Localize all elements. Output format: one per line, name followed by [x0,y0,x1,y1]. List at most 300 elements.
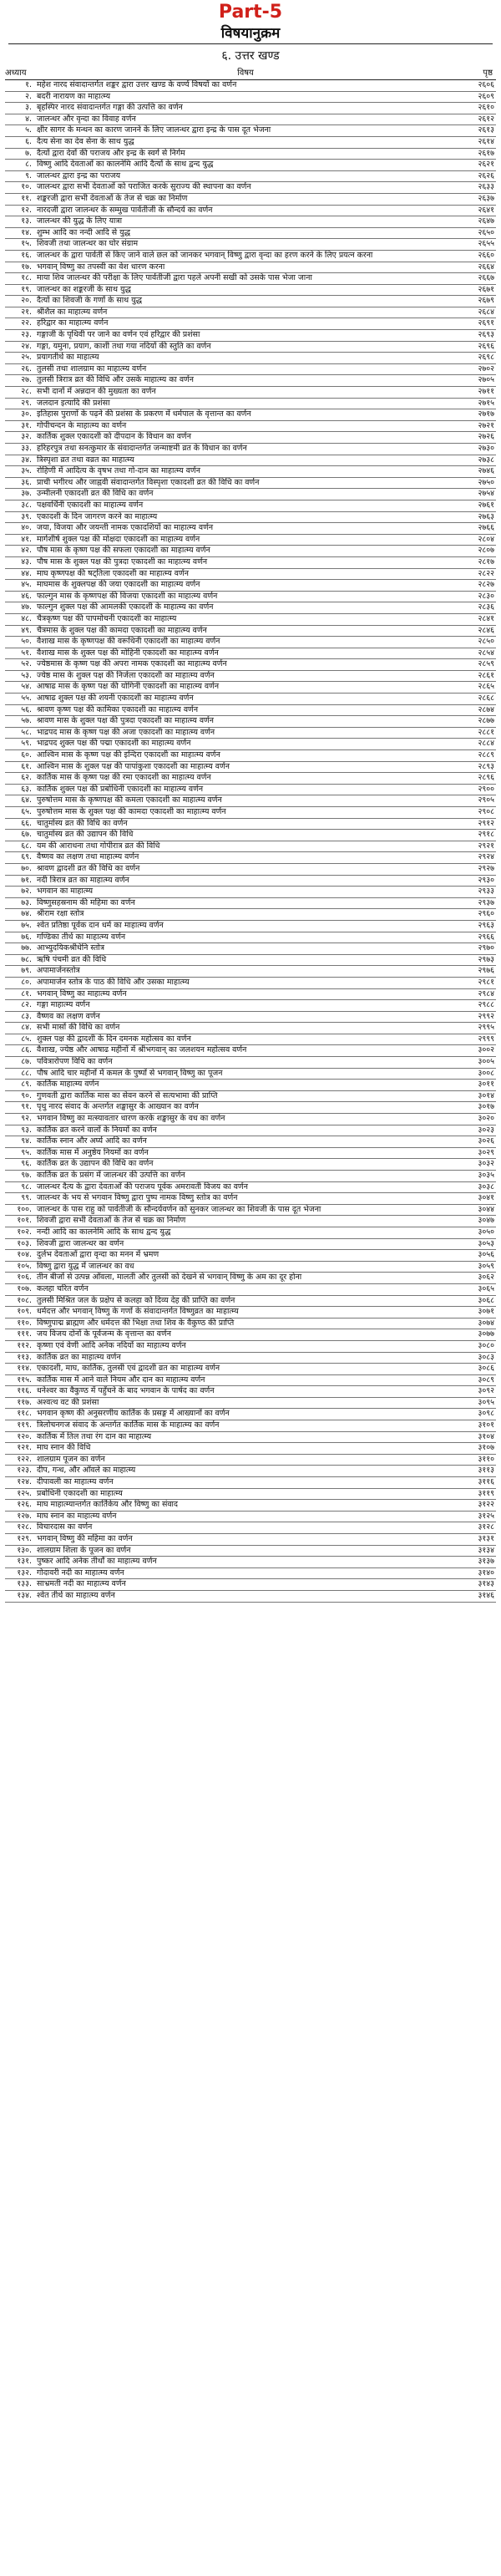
table-row [5,614,496,626]
chapter-number: ११६. [17,1386,32,1396]
table-row [5,1114,496,1125]
page-number: २९२४ [478,852,494,862]
table-row [5,898,496,910]
chapter-title: कार्तिक माहात्म्य वर्णन [37,1080,99,1090]
page-number: २८९६ [478,773,494,783]
page-number: ३०४४ [478,1204,494,1214]
chapter-title: श्वेत प्रतिष्ठा पूर्वक दान धर्म का माहात्म्य वर्णन [37,920,164,930]
chapter-number: ७०. [21,863,32,873]
chapter-title: गङ्गा माहात्म्य वर्णन [37,1000,90,1010]
chapter-number: १०९. [17,1307,32,1317]
page-number: २९३३ [478,887,494,897]
chapter-title: श्रावण द्वादशी व्रत की विधि का वर्णन [37,863,140,873]
chapter-number: ९६. [21,1159,32,1169]
table-row [5,819,496,831]
chapter-number: ३६. [21,477,32,487]
page-number: ३०५० [478,1227,494,1237]
table-row [5,1386,496,1398]
chapter-title: आश्विन मास के शुक्ल पक्ष की पापांकुशा एकादशी का माहात्म्य वर्णन [37,761,230,771]
chapter-title: पुरुषोत्तम मास के कृष्णपक्ष की कमला एकादशी का माहात्म्य वर्णन [37,795,222,805]
chapter-title: तुलसी त्रिरात्र व्रत की विधि और उसके माहात्म्य का वर्णन [37,375,195,385]
chapter-title: बृहस्पिर नारद संवादान्तर्गत गङ्गा की उत्पत्ति का वर्णन [37,103,183,113]
chapter-number: ४८. [21,613,32,623]
chapter-title: शिवजी तथा जालन्धर का घोर संग्राम [37,239,139,249]
page-number: २८८४ [478,739,494,749]
table-row [5,353,496,364]
table-row [5,978,496,989]
chapter-title: दैत्यों का शिवजी के गणों के साथ युद्ध [37,296,143,306]
table-row [5,149,496,160]
chapter-title: धर्मदत्त और भगवान् विष्णु के गणों के संवादान्तर्गत विष्णुव्रत का माहात्म्य [37,1307,239,1317]
chapter-number: ६५. [21,807,32,816]
table-row [5,1023,496,1034]
chapter-title: कार्तिक मास के कृष्ण पक्ष की रमा एकादशी का माहात्म्य वर्णन [37,773,211,783]
chapter-title: जालन्धर के द्वारा पार्वती से किए जाने वाले छल को जानकर भगवान् विष्णु द्वारा वृन्दा का हरण करने के लिए प्रयत्न करना [37,250,373,260]
table-row [5,887,496,898]
chapter-title: विष्णु द्वारा युद्ध में जालन्धर का वध [37,1261,134,1271]
chapter-title: जालन्धर दैत्य के द्वारा देवताओं की पराजय पूर्वक अमरावती विजय का वर्णन [37,1181,248,1191]
table-row [5,1364,496,1375]
section-heading: ६. उत्तर खण्ड [221,49,280,63]
chapter-title: चातुर्मास्य व्रत की उद्यापन की विधि [37,830,134,840]
chapter-number: ६३. [21,784,32,794]
chapter-title: यम की आराधना तथा गोपीरात्र व्रत की विधि [37,841,160,851]
page-number: २६३७ [478,193,494,203]
chapter-title: जय विजय दोनों के पूर्वजन्म के वृत्तान्त का वर्णन [37,1329,171,1339]
chapter-title: विचारदास का वर्णन [37,1522,93,1532]
table-row [5,1568,496,1580]
table-row [5,557,496,569]
chapter-number: ३२. [21,432,32,442]
chapter-title: वैष्णव का लक्षण वर्णन [37,1011,100,1021]
table-row [5,785,496,796]
chapter-number: १२७. [17,1511,32,1521]
chapter-number: ७४. [21,909,32,919]
chapter-number: ४७. [21,602,32,612]
table-row [5,239,496,251]
table-row [5,943,496,955]
table-row [5,114,496,126]
chapter-number: १२९. [17,1534,32,1543]
chapter-title: इतिहास पुराणों के पढ़ने की प्रशंसा के प्रकरण में धर्मपाल के वृत्तान्त का वर्णन [37,409,251,419]
chapter-title: आषाढ मास के कृष्ण पक्ष की योगिनी एकादशी का माहात्म्य वर्णन [37,682,220,692]
table-row [5,103,496,114]
chapter-number: ६४. [21,795,32,805]
page-number: ३०११ [478,1080,494,1090]
chapter-title: जलदान इत्यादि की प्रशंसा [37,398,110,408]
chapter-number: ७६. [21,932,32,942]
table-row [5,421,496,433]
table-row [5,273,496,285]
chapter-number: २०. [21,296,32,306]
chapter-number: १०७. [17,1283,32,1293]
chapter-title: महेश नारद संवादान्तर्गत शङ्कर द्वारा उत्तर खण्ड के वर्ण्य विषयों का वर्णन [37,80,237,89]
chapter-title: साभ्रमती नदी का माहात्म्य वर्णन [37,1579,126,1589]
chapter-number: ४१. [21,534,32,544]
chapter-number: १३३. [17,1579,32,1589]
table-row [5,1159,496,1171]
chapter-number: ११९. [17,1420,32,1430]
table-row [5,364,496,376]
chapter-title: चैत्रमास के शुक्ल पक्ष की कामदा एकादशी का माहात्म्य वर्णन [37,625,207,635]
page-number: २८७४ [478,704,494,714]
chapter-title: हरिहरपुत्र तथा सनत्कुमार के संवादान्तर्गत जन्माष्टमी व्रत के विधान का वर्णन [37,444,247,453]
page-number: ३०२६ [478,1136,494,1146]
chapter-title: तुलसी मिश्रित जल के प्रक्षेप से कलहा को दिव्य देह की प्राप्ति का वर्णन [37,1295,235,1305]
chapter-title: कार्तिक व्रत करने वालों के नियमों का वर्णन [37,1125,157,1135]
chapter-title: माया शिव जालन्धर की परीक्षा के लिए पार्वतीजी द्वारा पहले अपनी सखी को उसके पास भेजा जाना [37,273,312,283]
page-number: २९३० [478,875,494,885]
chapter-title: अपामार्जन स्तोत्र के पाठ की विधि और उसका माहात्म्य [37,977,190,987]
table-row [5,795,496,807]
chapter-number: ८९. [21,1080,32,1090]
chapter-number: ८८. [21,1068,32,1078]
page-number: २९३७ [478,897,494,907]
table-row [5,1102,496,1114]
chapter-number: ४४. [21,568,32,578]
chapter-number: १७. [21,262,32,272]
chapter-number: ५८. [21,727,32,737]
page-number: ३११० [478,1454,494,1464]
page-number: ३०५९ [478,1261,494,1271]
chapter-number: ४. [25,114,32,124]
chapter-number: ६८. [21,841,32,851]
chapter-number: १०८. [17,1295,32,1305]
chapter-title: एकादशी के दिन जागरण करने का माहात्म्य [37,511,158,521]
chapter-title: सभी मासों की विधि का वर्णन [37,1023,120,1033]
chapter-number: ९२. [21,1114,32,1124]
table-row [5,160,496,171]
chapter-number: १४. [21,227,32,237]
page-number: २६७९ [478,296,494,306]
page-number: ३०८० [478,1340,494,1350]
table-row [5,342,496,353]
table-row [5,512,496,524]
table-row [5,659,496,671]
chapter-title: आभ्युदयिकश्रीधेनि स्तोत्र [37,943,104,953]
chapter-title: वैशाख मास के कृष्णपक्ष की वरूथिनी एकादशी का माहात्म्य वर्णन [37,637,220,647]
chapter-title: गोदावरी नदी का माहात्म्य वर्णन [37,1567,124,1578]
table-row [5,1432,496,1444]
page-number: ३००२ [478,1045,494,1055]
table-row [5,546,496,557]
page-number: २६४१ [478,205,494,215]
table-row [5,580,496,592]
chapter-number: १३१. [17,1557,32,1567]
table-row [5,399,496,410]
chapter-number: ७२. [21,887,32,897]
chapter-title: वैशाख मास के शुक्ल पक्ष की मोहिनी एकादशी का माहात्म्य वर्णन [37,648,219,658]
page-number: २७०५ [478,375,494,385]
table-row [5,1489,496,1501]
page-number: २९०८ [478,807,494,816]
table-row [5,637,496,648]
chapter-number: ३५. [21,466,32,476]
page-number: २७६३ [478,511,494,521]
chapter-number: ९. [25,170,32,180]
page-number: ३१०७ [478,1443,494,1453]
page-number: २८५४ [478,648,494,658]
chapter-number: ६. [25,136,32,146]
chapter-number: ९८. [21,1181,32,1191]
page-number: २६७१ [478,284,494,294]
chapter-number: १०१. [17,1216,32,1226]
page-number: ३१३७ [478,1557,494,1567]
chapter-title: जया, विजया और जयन्ती नामक एकादशियों का माहात्म्य वर्णन [37,523,214,533]
chapter-number: २२. [21,318,32,328]
table-row [5,1182,496,1194]
page-number: २६६० [478,250,494,260]
page-number: २६८४ [478,307,494,317]
chapter-title: शिवजी द्वारा जालन्धर का वर्णन [37,1238,124,1248]
page-number: २६१४ [478,136,494,146]
chapter-title: कार्तिक मास में अनुष्ठेय नियमों का वर्णन [37,1147,149,1157]
page-number: ३११३ [478,1466,494,1476]
chapter-title: उन्मीलनी एकादशी व्रत की विधि का वर्णन [37,489,154,499]
chapter-title: गङ्गा, यमुना, प्रयाग, काशी तथा गया नदियों की स्तुति का वर्णन [37,341,211,351]
chapter-number: १९. [21,284,32,294]
table-row [5,864,496,876]
chapter-title: भगवान का माहात्म्य [37,887,94,897]
table-row [5,671,496,683]
chapter-number: १८. [21,273,32,283]
table-row [5,1069,496,1080]
table-row [5,1057,496,1069]
chapter-title: अश्वत्थ वट की प्रशंसा [37,1397,99,1407]
chapter-title: शुक्ल पक्ष की द्वादशी के दिन दमनक महोत्सव का वर्णन [37,1034,191,1044]
chapter-title: पुष्कर आदि अनेक तीर्थों का माहात्म्य वर्णन [37,1557,157,1567]
chapter-title: भाद्रपद शुक्ल पक्ष की पद्मा एकादशी का माहात्म्य वर्णन [37,739,191,749]
page-number: २९९५ [478,1023,494,1033]
chapter-number: ११५. [17,1374,32,1385]
chapter-title: सभी दानों में अन्नदान की मुख्यता का वर्णन [37,387,156,397]
page-number: २६५५ [478,239,494,249]
table-row [5,1557,496,1568]
table-row [5,750,496,762]
table-row [5,1353,496,1364]
page-number: २८८९ [478,750,494,760]
page-number: ३०६५ [478,1283,494,1293]
chapter-number: ५५. [21,694,32,704]
chapter-number: १६. [21,250,32,260]
chapter-number: ९७. [21,1171,32,1180]
chapter-number: ४२. [21,546,32,556]
table-row [5,125,496,137]
page-number: २८९३ [478,761,494,771]
chapter-number: १२४. [17,1477,32,1487]
chapter-number: १२३. [17,1466,32,1476]
page-number: ३०१७ [478,1102,494,1112]
table-row [5,1262,496,1273]
chapter-number: २३. [21,330,32,340]
page-number: ३०४१ [478,1193,494,1203]
table-row [5,739,496,750]
part-label: Part-5 [218,2,283,23]
chapter-title: पुरुषोत्तम मास के शुक्ल पक्ष की कामदा एकादशी का माहात्म्य वर्णन [37,807,226,816]
table-row [5,444,496,455]
page-number: २९८४ [478,988,494,998]
chapter-number: १२०. [17,1431,32,1441]
page-number: २६१० [478,103,494,113]
chapter-title: जालन्धर के पास राहु को पार्वतीजी के सौन्दर्यवर्णन को सुनकर जालन्धर का शिवजी के पास दूत भेजना [37,1204,321,1214]
table-row [5,182,496,194]
page-number: ३००५ [478,1057,494,1067]
table-row [5,909,496,921]
table-row [5,705,496,717]
table-row [5,592,496,603]
page-number: २८३६ [478,602,494,612]
table-row [5,1512,496,1523]
page-number: २७०२ [478,363,494,373]
table-row [5,1466,496,1477]
chapter-number: ७१. [21,875,32,885]
table-row [5,648,496,660]
table-row [5,966,496,978]
page-number: २७११ [478,387,494,397]
chapter-title: कार्तिक स्नान और अर्घ्य आदि का वर्णन [37,1136,147,1146]
page-number: ३०८९ [478,1374,494,1385]
page-number: २९९९ [478,1034,494,1044]
chapter-title: जालन्धर के भय से भगवान विष्णु द्वारा पुष्प नामक विष्णु स्तोत्र का वर्णन [37,1193,238,1203]
table-row [5,1080,496,1091]
chapter-number: १३४. [17,1590,32,1600]
table-row [5,92,496,104]
table-row [5,318,496,330]
chapter-number: ९९. [21,1193,32,1203]
chapter-title: पौष मास के कृष्ण पक्ष की सफला एकादशी का माहात्म्य वर्णन [37,546,210,556]
chapter-number: ६०. [21,750,32,760]
chapter-title: एकादशी, माघ, कार्तिक, तुलसी एवं द्वादशी व्रत का माहात्म्य वर्णन [37,1364,220,1374]
chapter-title: गण्डिका तीर्थ का माहात्म्य वर्णन [37,932,126,942]
chapter-title: विष्णुपाद्म ब्राह्मण और धर्मदत्त की भिक्षा तथा शिव के वैकुण्ठ की प्राप्ति [37,1318,235,1328]
page-number: २९६६ [478,932,494,942]
chapter-number: १०५. [17,1261,32,1271]
page-number: २७४६ [478,466,494,476]
chapter-title: माघ माहात्म्यान्तर्गत कार्तिकेय और विष्णु का संवाद [37,1500,178,1510]
chapter-title: प्रयागतीर्थ का माहात्म्य [37,353,99,363]
chapter-number: २६. [21,363,32,373]
table-row [5,137,496,149]
chapter-title: शङ्करजी द्वारा सभी देवताओं के तेज से चक्र का निर्माण [37,193,188,203]
table-row [5,762,496,774]
table-row [5,251,496,262]
table-row [5,682,496,694]
chapter-number: १२२. [17,1454,32,1464]
page-number: ३०१४ [478,1090,494,1100]
table-row [5,535,496,546]
page-number: २७५४ [478,489,494,499]
chapter-number: १११. [17,1329,32,1339]
chapter-title: नारदजी द्वारा जालन्धर के सम्मुख पार्वतीजी के सौन्दर्य का वर्णन [37,205,213,215]
chapter-title: ऋषि पंचमी व्रत की विधि [37,954,107,964]
table-row [5,1477,496,1489]
chapter-title: त्रिलोचनगज संवाद के अन्तर्गत कार्तिक मास के माहात्म्य का वर्णन [37,1420,220,1430]
chapter-title: कलहा चरित वर्णन [37,1283,89,1293]
chapter-number: ६७. [21,830,32,840]
chapter-title: श्रीराम रक्षा स्तोत्र [37,909,84,919]
table-row [5,1329,496,1341]
chapter-number: २४. [21,341,32,351]
chapter-number: ८. [25,160,32,170]
chapter-number: १२५. [17,1488,32,1498]
chapter-number: ११२. [17,1340,32,1350]
chapter-title: शालग्राम पूजन का वर्णन [37,1454,105,1464]
page-number: २८५९ [478,659,494,669]
chapter-number: १२१. [17,1443,32,1453]
page-number: २६९८ [478,353,494,363]
chapter-number: २. [25,91,32,101]
chapter-number: १२. [21,205,32,215]
chapter-title: तुलसी तथा शालग्राम का माहात्म्य वर्णन [37,363,147,373]
page-number: २७६१ [478,500,494,510]
chapter-title: वैशाख, ज्येष्ठ और आषाढ महीनों में श्रीभगवान् का जलशयन महोत्सव वर्णन [37,1045,247,1055]
page-number: २७१५ [478,398,494,408]
page-number: २६१७ [478,148,494,158]
page-number: ३०३५ [478,1171,494,1180]
page-number: २७२१ [478,420,494,430]
chapter-title: श्रीशैल का माहात्म्य वर्णन [37,307,108,317]
chapter-number: ५३. [21,670,32,680]
page-number: २९७३ [478,954,494,964]
table-row [5,1534,496,1546]
chapter-number: ११३. [17,1352,32,1362]
chapter-title: आषाढ शुक्ल पक्ष की शयनी एकादशी का माहात्म्य वर्णन [37,694,194,704]
table-row [5,1443,496,1455]
page-number: ३०९५ [478,1397,494,1407]
page-number: २७३८ [478,455,494,465]
page-number: ३०५६ [478,1250,494,1260]
page-number: ३०७४ [478,1318,494,1328]
chapter-title: त्रिस्पृशा व्रत तथा वव्रत का माहात्म्य [37,455,134,465]
page-number: २९६३ [478,920,494,930]
chapter-number: ५७. [21,716,32,726]
table-row [5,1000,496,1012]
page-number: २९२१ [478,841,494,851]
page-number: २६५० [478,227,494,237]
chapter-title: माघ कृष्णपक्ष की षट्तिला एकादशी का माहात्म्य वर्णन [37,568,189,578]
chapter-title: क्षीर सागर के मन्थन का कारण जानने के लिए जालन्धर द्वारा इन्द्र के पास दूत भेजना [37,125,271,135]
chapter-number: ८०. [21,977,32,987]
table-row [5,1318,496,1330]
table-row [5,773,496,785]
table-row [5,1420,496,1432]
page-number: ३११६ [478,1477,494,1487]
table-row [5,955,496,967]
table-row [5,1409,496,1420]
table-row [5,80,496,92]
chapter-title: वैष्णव का लक्षण तथा माहात्म्य वर्णन [37,852,139,862]
chapter-title: कार्तिक मास में आने वाले नियम और दान का माहात्म्य वर्णन [37,1374,205,1385]
table-row [5,1546,496,1557]
table-row [5,1136,496,1148]
chapter-title: भगवान् विष्णु का तपस्वी का वेश धारण करना [37,262,165,272]
chapter-number: ५६. [21,704,32,714]
table-row [5,1375,496,1387]
chapter-title: मार्गशीर्ष शुक्ल पक्ष की मोक्षदा एकादशी का माहात्म्य वर्णन [37,534,200,544]
page-number: ३१०४ [478,1431,494,1441]
chapter-number: २१. [21,307,32,317]
chapter-number: ८३. [21,1011,32,1021]
page-title: विषयानुक्रम [220,25,281,42]
page-number: २६०९ [478,91,494,101]
page-number: ३०९२ [478,1386,494,1396]
table-row [5,1341,496,1353]
chapter-title: पौष आदि चार महीनों में कमल के पुष्पों से भगवान् विष्णु का पूजन [37,1068,223,1078]
chapter-number: ६९. [21,852,32,862]
page-number: ३१३४ [478,1545,494,1555]
column-header-chapter: अध्याय [5,69,27,78]
chapter-title: माघ स्नान का माहात्म्य वर्णन [37,1511,117,1521]
